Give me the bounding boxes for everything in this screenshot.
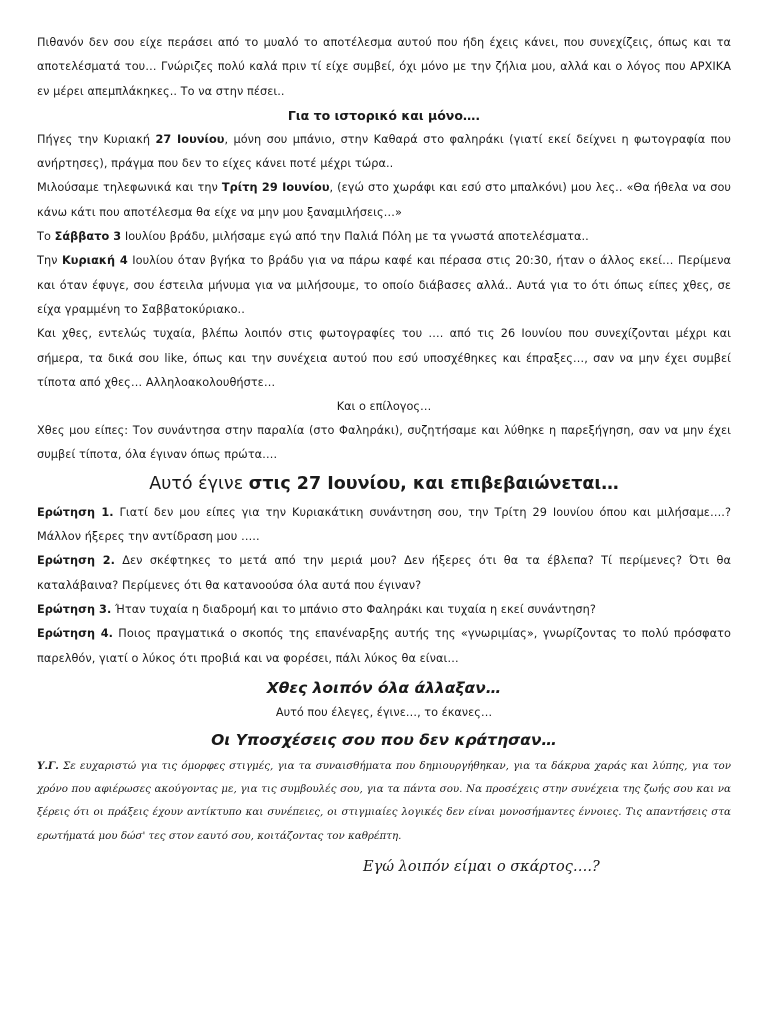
question-3 (37, 598, 731, 622)
p3-date: Σάββατο 3 (54, 230, 122, 244)
question-1 (37, 501, 731, 550)
paragraph-explanation: Χθες μου είπες: Τον συνάντησα στην παραλία (στο Φαληράκι), συζητήσαμε και λύθηκε η παρεξήγηση, σαν να μην έχει συμβεί τίποτα, όλα έγιναν όπως πρώτα…. (37, 424, 731, 462)
question-text: Ποιος πραγματικά ο σκοπός της επανέναρξης αυτής της «γνωριμίας», γνωρίζοντας το πολύ πρόσφατο παρελθόν, γιατί ο λύκος ότι προβιά και να φορέσει, πάλι λύκος θα είναι… (37, 627, 731, 665)
p1-text-c: , μόνη σου μπάνιο, στην Καθαρά στο φαληράκι (γιατί εκεί δείχνει η φωτογραφία που ανήρτησες), πράγμα που δεν το είχες κάνει ποτέ μέχρι τώρα.. (37, 132, 731, 171)
p1-text-a: Πήγες την Κυριακή (37, 132, 156, 146)
promises-heading: Οι Υποσχέσεις σου που δεν κράτησαν… (211, 730, 557, 749)
big-heading-b: στις 27 Ιουνίου, και επιβεβαιώνεται… (248, 473, 619, 494)
paragraph-tuesday-29 (37, 176, 731, 225)
postscript-label: Υ.Γ. (37, 759, 59, 772)
paragraph-saturday-3 (37, 225, 731, 249)
big-heading (37, 470, 731, 498)
history-heading: Για το ιστορικό και μόνο…. (287, 107, 481, 123)
question-4 (37, 622, 731, 671)
intro-paragraph: Πιθανόν δεν σου είχε περάσει από το μυαλό το αποτέλεσμα αυτού που ήδη έχεις κάνει, που συνεχίζεις, όπως και τα αποτελέσματά του… Γνώριζες πολύ καλά πριν τί είχε συμβεί, όχι μόνο με την ζήλια μου, αλλά και ο λόγος που ΑΡΧΙΚΑ εν μέρει απεμπλάκηκες.. Το να στην πέσει.. (37, 36, 731, 98)
postscript-text: Σε ευχαριστώ για τις όμορφες στιγμές, για τα συναισθήματα που δημιουργήθηκαν, για τα δάκρυα χαράς και λύπης, για τον χρόνο που αφιέρωσες ακούγοντας με, για τις συμβουλές σου, για τα πάντα σου. Να προσέχεις στην συνέχεια της ζωής σου και να ξέρεις ότι οι πράξεις έχουν αντίκτυπο και συνέπειες, οι στιγμιαίες λογικές δεν είναι μονοσήμαντες έννοιες. Τις απαντήσεις στα ερωτήματά μου δώσ' τες στον εαυτό σου, κοιτάζοντας τον καθρέπτη. (37, 759, 731, 842)
changed-subheading: Αυτό που έλεγες, έγινε…, το έκανες… (275, 705, 493, 719)
question-text: Ήταν τυχαία η διαδρομή και το μπάνιο στο Φαληράκι και τυχαία η εκεί συνάντηση? (111, 602, 596, 616)
p2-text-c: , (εγώ στο χωράφι και εσύ στο μπαλκόνι) μου λες.. «Θα ήθελα να σου κάνω κάτι που αποτέλεσμα θα είχε να μην μου ξαναμιλήσεις…» (37, 181, 731, 219)
p3-text-a: Το (37, 230, 55, 244)
p2-date: Τρίτη 29 Ιουνίου (221, 181, 330, 195)
question-text: Γιατί δεν μου είπες για την Κυριακάτικη συνάντηση σου, την Τρίτη 29 Ιουνίου όπου και μιλήσαμε….? Μάλλον ήξερες την αντίδραση μου ….. (37, 505, 731, 544)
p1-date: 27 Ιουνίου (155, 132, 225, 146)
paragraph-yesterday: Και χθες, εντελώς τυχαία, βλέπω λοιπόν στις φωτογραφίες του …. από τις 26 Ιουνίου που συνεχίζονται μέχρι και σήμερα, τα δικά σου like, όπως και την συνέχεια αυτού που εσύ υποσχέθηκες και έπραξες…, σαν να μην έχει συμβεί τίποτα από χθες… Αλληλοακολουθήστε… (37, 327, 731, 389)
question-label: Ερώτηση 1. (37, 505, 114, 519)
big-heading-a: Αυτό έγινε (149, 473, 249, 494)
question-label: Ερώτηση 4. (37, 627, 113, 641)
postscript (37, 755, 731, 848)
p4-text-c: Ιουλίου όταν βγήκα το βράδυ για να πάρω καφέ και πέρασα στις 20:30, ήταν ο άλλος εκεί… Περίμενα και όταν έφυγε, σου έστειλα μήνυμα για να μιλήσουμε, το οποίο διάβασες αλλά.. Αυτά για το ότι όπως είπες χθες, σε είχα γραμμένη το Σαββατοκύριακο.. (37, 254, 731, 316)
question-text: Δεν σκέφτηκες το μετά από την μεριά μου? Δεν ήξερες ότι θα τα έβλεπα? Τί περίμενες? Ότι θα καταλάβαινα? Περίμενες ότι θα κατανοούσα όλα αυτά που έγιναν? (37, 554, 731, 592)
epilogue-label: Και ο επίλογος… (336, 400, 432, 414)
question-2 (37, 549, 731, 598)
question-label: Ερώτηση 2. (37, 554, 115, 568)
p4-text-a: Την (37, 254, 62, 268)
final-line: Εγώ λοιπόν είμαι ο σκάρτος….? (363, 859, 600, 876)
question-label: Ερώτηση 3. (37, 602, 112, 616)
p4-date: Κυριακή 4 (62, 254, 128, 268)
paragraph-sunday-4 (37, 249, 731, 322)
changed-heading: Χθες λοιπόν όλα άλλαξαν… (266, 678, 502, 697)
p3-text-c: Ιουλίου βράδυ, μιλήσαμε εγώ από την Παλιά Πόλη με τα γνωστά αποτελέσματα.. (121, 230, 589, 244)
paragraph-sunday-27 (37, 128, 731, 177)
p2-text-a: Μιλούσαμε τηλεφωνικά και την (37, 181, 222, 195)
